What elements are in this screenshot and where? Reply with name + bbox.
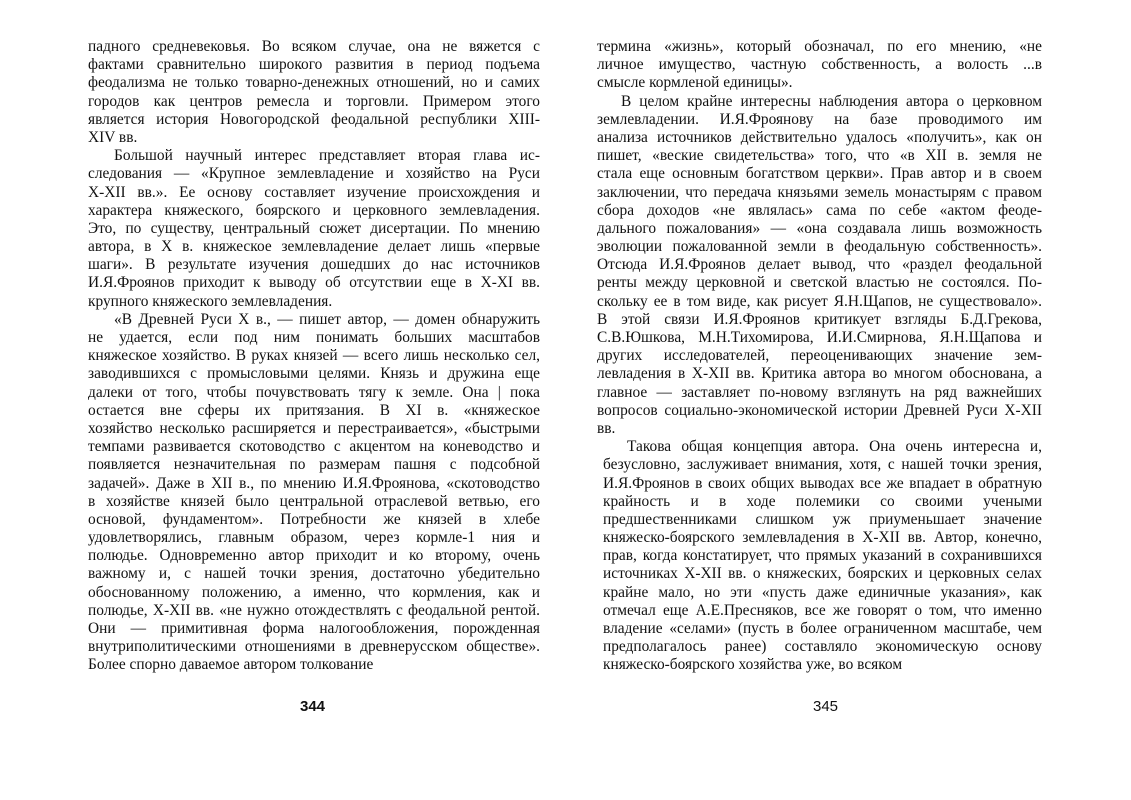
text-line: далеки от того, чтобы почувствовать тягу к земле. Она | пока <box>88 383 540 401</box>
text-line: эволюции пожалованной земли в феодальную собственность». <box>597 238 1042 256</box>
text-line: источниках X-XII вв. о княжеских, боярских и церковных селах <box>603 565 1042 583</box>
text-line: личное имущество, частную собственность, а волость ...в <box>597 56 1042 74</box>
text-line: полюдье, X-XII вв. «не нужно отождествлять с феодальной рентой. <box>88 601 540 619</box>
text-line: дального пожалования» — «она создавала лишь возможность <box>597 219 1042 237</box>
text-line: прав, когда констатирует, что прямых указаний в сохранившихся <box>603 547 1042 565</box>
text-line: внутриполитическими отношениями в древнерусском обществе». <box>88 638 540 656</box>
text-line: остается вне сферы их притязания. В XI в. «княжеское <box>88 401 540 419</box>
paragraph <box>597 438 1042 674</box>
text-line: В этой связи И.Я.Фроянов критикует взгляды Б.Д.Грекова, <box>597 310 1042 328</box>
text-line: И.Я.Фроянов приходит к выводу об отсутствии еще в X-XI вв. <box>88 274 540 292</box>
text-line: предшественниками слишком уж приуменьшает значение <box>603 510 1042 528</box>
text-line: задачей». Даже в XII в., по мнению И.Я.Фроянова, «скотоводство <box>88 474 540 492</box>
paragraph <box>88 38 540 147</box>
text-line: не удается, если под ним понимать больших масштабов <box>88 329 540 346</box>
text-line: хозяйство несколько расширяется и перестраивается», «быстрыми <box>88 419 540 437</box>
text-line: вопросов социально-экономической истории Древней Руси X-XII <box>597 401 1042 419</box>
text-line: удовлетворялись, главным образом, через кормле-1 ния и <box>88 529 540 547</box>
text-line: княжеско-боярского землевладения в X-XII вв. Автор, конечно, <box>603 529 1042 547</box>
text-line: следования — «Крупное землевладение и хозяйство на Руси <box>88 165 540 183</box>
text-line: княжеско-боярского хозяйства уже, во всяком <box>603 656 903 674</box>
text-line: анализа источников действительно удалось «получить», как он <box>597 128 1042 146</box>
text-line: землевладении. И.Я.Фроянову на базе проводимого им <box>597 110 1042 128</box>
text-line: городов как центров ремесла и торговли. Примером этого <box>88 92 540 110</box>
text-line: в хозяйстве князей было центральной отраслевой ветвью, его <box>88 492 540 510</box>
right-page-text <box>597 38 1042 675</box>
text-line: характера княжеского, боярского и церковного землевладения. <box>88 201 540 219</box>
text-line: В целом крайне интересны наблюдения автора о церковном <box>621 92 1042 110</box>
text-line: заводившихся с промысловыми целями. Князь и дружина еще <box>88 365 540 383</box>
text-line: полюдье. Одновременно автор приходит и ко второму, очень <box>88 547 540 565</box>
text-line: отмечал еще А.Е.Пресняков, все же говорят о том, что именно <box>603 601 1042 619</box>
text-line: заключении, что передача князьями земель монастырям с правом <box>597 183 1042 201</box>
text-line: крупного княжеского землевладения. <box>88 292 333 310</box>
paragraph <box>88 147 540 311</box>
text-line: важному и, с нашей точки зрения, достаточно убедительно <box>88 565 540 583</box>
text-line: Они — примитивная форма налогообложения, порожденная <box>88 620 540 637</box>
text-line: «В Древней Руси X в., — пишет автор, — домен обнаружить <box>114 310 540 328</box>
text-line: княжеское хозяйство. В руках князей — всего лишь несколько сел, <box>88 347 540 365</box>
text-line: С.В.Юшкова, М.Н.Тихомирова, И.И.Смирнова, Я.Н.Щапова и <box>597 329 1042 346</box>
paragraph <box>88 311 540 675</box>
page-number-right: 345 <box>813 698 839 715</box>
text-line: темпами развивается скотоводство с акцентом на коневодство и <box>88 438 540 456</box>
text-line: владение «селами» (пусть в более ограниченном масштабе, чем <box>603 620 1042 637</box>
text-line: скольку ее в том виде, как рисует Я.Н.Щапов, не существовало». <box>597 292 1042 310</box>
text-line: основой, фундаментом». Потребности же князей в хлебе <box>88 510 540 528</box>
text-line: Такова общая концепция автора. Она очень интересна и, <box>627 438 1042 456</box>
text-line: главное — заставляет по-новому взглянуть на ряд важнейших <box>597 383 1042 401</box>
text-line: левладения в X-XII вв. Критика автора во многом обоснована, а <box>597 365 1042 383</box>
text-line: вв. <box>597 419 616 437</box>
paragraph <box>597 38 1042 93</box>
text-line: XIV вв. <box>88 128 138 146</box>
page-number-left: 344 <box>300 698 326 715</box>
text-line: Большой научный интерес представляет вторая глава ис- <box>114 147 540 165</box>
left-page-text <box>88 38 540 675</box>
text-line: предполагалось ранее) составляло экономическую основу <box>603 638 1042 656</box>
text-line: обоснованному положению, а именно, что кормления, как и <box>88 583 540 601</box>
text-line: падного средневековья. Во всяком случае, она не вяжется с <box>88 38 540 55</box>
text-line: автора, в X в. княжеское землевладение делает лишь «первые <box>88 238 540 256</box>
text-line: шаги». В результате изучения дошедших до нас источников <box>88 256 540 274</box>
text-line: пишет, «веские свидетельства» того, что «в XII в. земля не <box>597 147 1042 165</box>
text-line: крайне мало, но эти «пусть даже единичные указания», как <box>603 583 1042 601</box>
text-line: фактами сравнительно широкого развития в период подъема <box>88 56 540 74</box>
text-line: появляется незначительная по размерам пашня с подсобной <box>88 456 540 474</box>
text-line: других исследователей, переоценивающих значение зем- <box>597 347 1042 365</box>
text-line: сбора доходов «не являлась» сама по себе «актом феоде- <box>597 201 1042 219</box>
text-line: ренты между церковной и светской властью не состоялся. По- <box>597 274 1042 292</box>
text-line: Более спорно даваемое автором толкование <box>88 656 374 674</box>
text-line: безусловно, заслуживает внимания, хотя, с нашей точки зрения, <box>603 456 1042 474</box>
text-line: крайность и в ходе полемики со своими учеными <box>603 492 1042 510</box>
text-line: смысле кормленой единицы». <box>597 74 793 92</box>
text-line: Это, по существу, центральный сюжет дисертации. По мнению <box>88 219 540 237</box>
text-line: Отсюда И.Я.Фроянов делает вывод, что «раздел феодальной <box>597 256 1042 274</box>
text-line: термина «жизнь», который обозначал, по его мнению, «не <box>597 38 1042 55</box>
text-line: стала еще основным богатством церкви». Прав автор и в своем <box>597 165 1042 183</box>
text-line: феодализма не только товарно-денежных отношений, но и самих <box>88 74 540 92</box>
text-line: X-XII вв.». Ее основу составляет изучение происхождения и <box>88 183 540 201</box>
text-line: И.Я.Фроянов в своих общих выводах все же впадает в обратную <box>603 474 1042 492</box>
paragraph <box>597 93 1042 439</box>
text-line: является история Новогородской феодальной республики XIII- <box>88 110 540 128</box>
